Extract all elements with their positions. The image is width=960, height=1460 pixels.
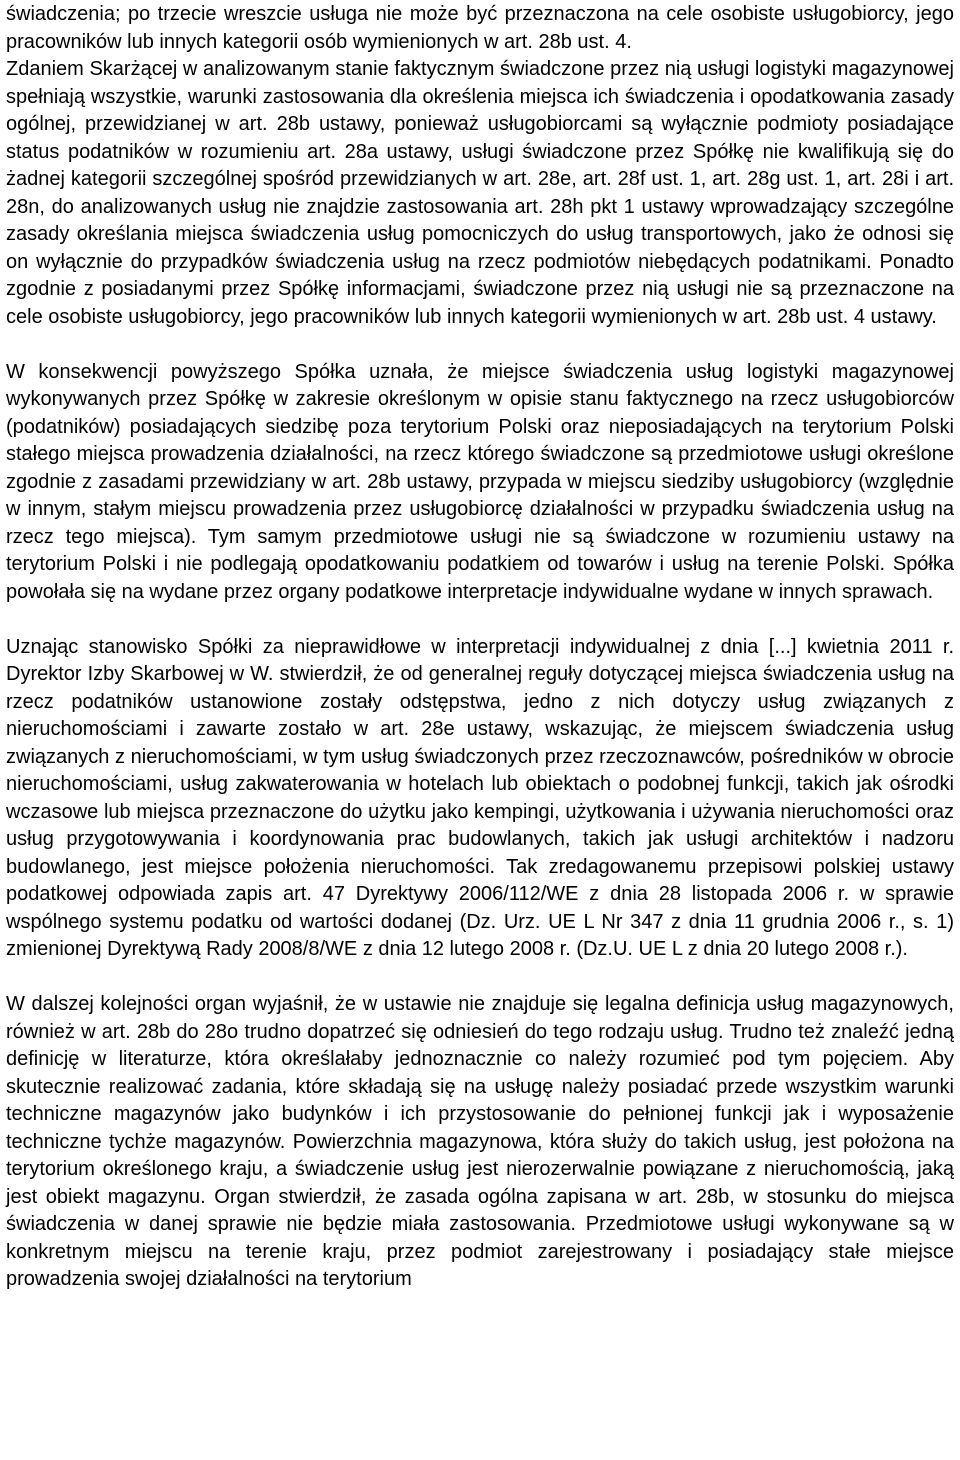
paragraph-claimant-position: Zdaniem Skarżącej w analizowanym stanie faktycznym świadczone przez nią usługi logistyki magazynowej spełniają wszystkie, warunki zastosowania dla określenia miejsca ich świadczenia i opodatkowania zasady ogólnej, przewidzianej w art. 28b ustawy, ponieważ usługobiorcami są wyłącznie podmioty posiadające status podatników w rozumieniu art. 28a ustawy, usługi świadczone przez Spółkę nie kwalifikują się do żadnej kategorii szczególnej spośród przewidzianych w art. 28e, art. 28f ust. 1, art. 28g ust. 1, art. 28i i art. 28n, do analizowanych usług nie znajdzie zastosowania art. 28h pkt 1 ustawy wprowadzający szczególne zasady określania miejsca świadczenia usług pomocniczych do usług transportowych, jako że odnosi się on wyłącznie do przypadków świadczenia usług na rzecz podmiotów niebędących podatnikami. Ponadto zgodnie z posiadanymi przez Spółkę informacjami, świadczone przez nią usługi nie są przeznaczone na cele osobiste usługobiorcy, jego pracowników lub innych kategorii wymienionych w art. 28b ust. 4 ustawy.: [6, 58, 954, 328]
paragraph-consequence: W konsekwencji powyższego Spółka uznała, że miejsce świadczenia usług logistyki magazynowej wykonywanych przez Spółkę w zakresie określonym w opisie stanu faktycznego na rzecz usługobiorców (podatników) posiadających siedzibę poza terytorium Polski oraz nieposiadających na terytorium Polski stałego miejsca prowadzenia działalności, na rzecz którego świadczone są przedmiotowe usługi określone zgodnie z zasadami przewidziany w art. 28b ustawy, przypada w miejscu siedziby usługobiorcy (względnie w innym, stałym miejscu prowadzenia przez usługobiorcę działalności w przypadku świadczenia usług na rzecz tego miejsca). Tym samym przedmiotowe usługi nie są świadczone w rozumieniu ustawy na terytorium Polski i nie podlegają opodatkowaniu podatkiem od towarów i usług na terenie Polski. Spółka powołała się na wydane przez organy podatkowe interpretacje indywidualne wydane w innych sprawach.: [6, 360, 954, 603]
paragraph-tax-authority-interpretation: Uznając stanowisko Spółki za nieprawidłowe w interpretacji indywidualnej z dnia [...] kwietnia 2011 r. Dyrektor Izby Skarbowej w W. stwierdził, że od generalnej reguły dotyczącej miejsca świadczenia usług na rzecz podatników ustanowione zostały odstępstwa, jedno z nich dotyczy usług związanych z nieruchomościami i zawarte zostało w art. 28e ustawy, wskazując, że miejscem świadczenia usług związanych z nieruchomościami, w tym usług świadczonych przez rzeczoznawców, pośredników w obrocie nieruchomościami, usług zakwaterowania w hotelach lub obiektach o podobnej funkcji, takich jak ośrodki wczasowe lub miejsca przeznaczone do użytku jako kempingi, użytkowania i używania nieruchomości oraz usług przygotowywania i koordynowania prac budowlanych, takich jak usługi architektów i nadzoru budowlanego, jest miejsce położenia nieruchomości. Tak zredagowanemu przepisowi polskiej ustawy podatkowej odpowiada zapis art. 47 Dyrektywy 2006/112/WE z dnia 28 listopada 2006 r. w sprawie wspólnego systemu podatku od wartości dodanej (Dz. Urz. UE L Nr 347 z dnia 11 grudnia 2006 r., s. 1) zmienionej Dyrektywą Rady 2008/8/WE z dnia 12 lutego 2008 r. (Dz.U. UE L z dnia 20 lutego 2008 r.).: [6, 635, 954, 960]
paragraph-authority-explanation: W dalszej kolejności organ wyjaśnił, że w ustawie nie znajduje się legalna definicja usług magazynowych, również w art. 28b do 28o trudno dopatrzeć się odniesień do tego rodzaju usług. Trudno też znaleźć jedną definicję w literaturze, która określałaby jednoznacznie co należy rozumieć pod tym pojęciem. Aby skutecznie realizować zadania, które składają się na usługę należy posiadać przede wszystkim warunki techniczne magazynów jako budynków i ich przystosowanie do pełnionej funkcji jak i wyposażenie techniczne tychże magazynów. Powierzchnia magazynowa, która służy do takich usług, jest położona na terytorium określonego kraju, a świadczenie usług jest nierozerwalnie powiązane z nieruchomością, jaką jest obiekt magazynu. Organ stwierdził, że zasada ogólna zapisana w art. 28b, w stosunku do miejsca świadczenia w danej sprawie nie będzie miała zastosowania. Przedmiotowe usługi wykonywane są w konkretnym miejscu na terenie kraju, przez podmiot zarejestrowany i posiadający stałe miejsce prowadzenia swojej działalności na terytorium: [6, 993, 954, 1290]
paragraph-gap: [6, 331, 954, 359]
paragraph-gap: [6, 606, 954, 634]
paragraph-gap: [6, 964, 954, 992]
paragraph-continuation: świadczenia; po trzecie wreszcie usługa nie może być przeznaczona na cele osobiste usługobiorcy, jego pracowników lub innych kategorii osób wymienionych w art. 28b ust. 4.: [6, 3, 954, 53]
